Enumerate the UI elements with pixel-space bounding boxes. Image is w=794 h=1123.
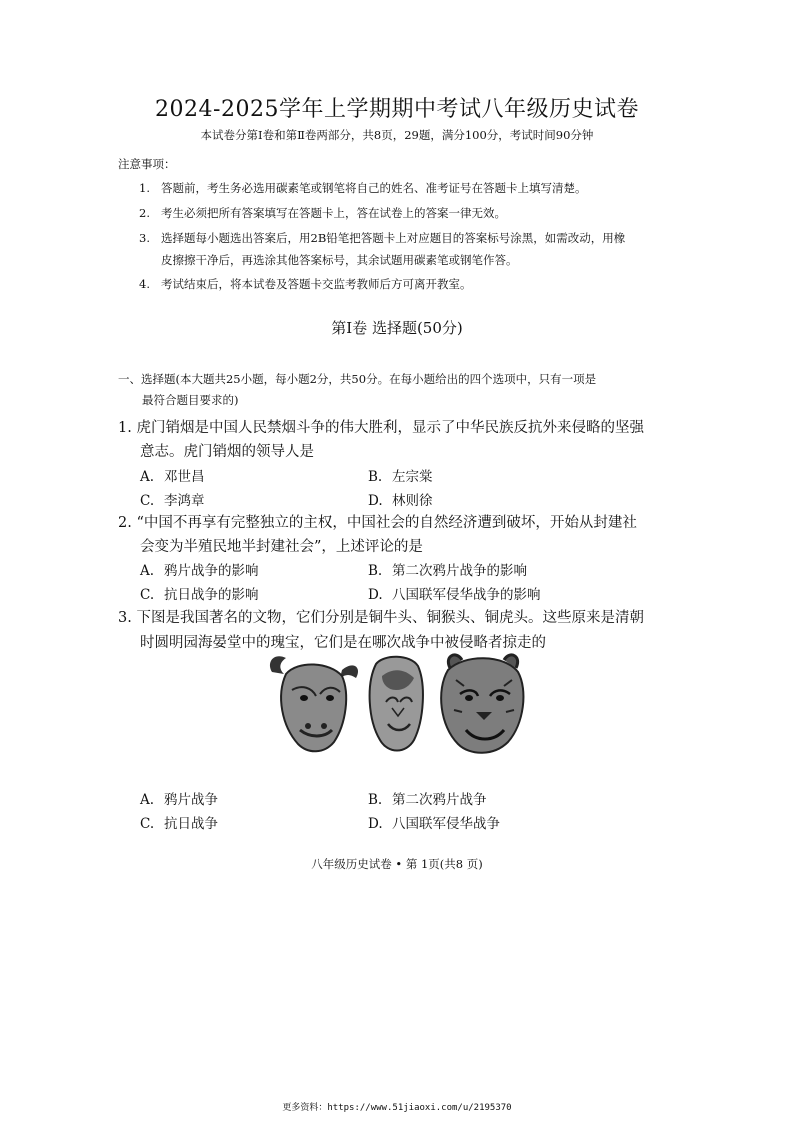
section-instruction-cont: 最符合题目要求的) [142, 393, 239, 407]
ox-head-icon [270, 656, 358, 751]
option-label: D. [368, 587, 383, 603]
option-label: D. [368, 816, 383, 832]
notice-text: 答题前，考生务必选用碳素笔或钢笔将自己的姓名、准考证号在答题卡上填写清楚。 [161, 181, 587, 195]
notice-text: 考试结束后，将本试卷及答题卡交监考教师后方可离开教室。 [161, 277, 472, 291]
option-text: 林则徐 [392, 493, 433, 509]
option-label: A. [140, 563, 155, 579]
option-label: D. [368, 493, 383, 509]
option-label: B. [368, 563, 383, 579]
option-c [140, 812, 218, 832]
option-label: C. [140, 587, 155, 603]
question-text: “中国不再享有完整独立的主权，中国社会的自然经济遭到破坏，开始从封建社 [136, 515, 637, 531]
question-text: 下图是我国著名的文物，它们分别是铜牛头、铜猴头、铜虎头。这些原来是清朝 [136, 610, 644, 626]
option-text: 抗日战争 [164, 816, 218, 832]
exam-title: 2024-2025学年上学期期中考试八年级历史试卷 [155, 97, 639, 122]
option-text: 第二次鸦片战争 [392, 792, 487, 808]
option-text: 鸦片战争 [164, 792, 218, 808]
monkey-head-icon [370, 657, 423, 751]
question-text-cont: 会变为半殖民地半封建社会”，上述评论的是 [140, 539, 423, 555]
notice-num: 1. [139, 181, 150, 195]
notice-num: 4. [139, 277, 150, 291]
option-text: 抗日战争的影响 [164, 587, 259, 603]
notice-item [139, 230, 625, 246]
question-num: 1. [118, 420, 132, 436]
option-label: C. [140, 816, 155, 832]
option-d [368, 812, 500, 832]
question-text: 虎门销烟是中国人民禁烟斗争的伟大胜利，显示了中华民族反抗外来侵略的坚强 [136, 420, 644, 436]
question-2 [118, 511, 637, 532]
option-a [140, 465, 205, 485]
notice-heading: 注意事项： [118, 157, 176, 171]
option-b [368, 559, 527, 579]
option-c [140, 583, 259, 603]
section-title: 第Ⅰ卷 选择题(50分) [331, 319, 463, 337]
option-text: 八国联军侵华战争的影响 [392, 587, 541, 603]
option-d [368, 583, 541, 603]
section-instruction: 一、选择题(本大题共25小题，每小题2分，共50分。在每小题给出的四个选项中，只有一项是 [118, 372, 597, 386]
more-info-link[interactable]: 更多资料：https://www.51jiaoxi.com/u/2195370 [282, 1103, 512, 1113]
page-footer: 八年级历史试卷 • 第 1页(共8 页) [311, 857, 483, 871]
notice-text-cont: 皮擦擦干净后，再选涂其他答案标号，其余试题用碳素笔或钢笔作答。 [161, 253, 518, 267]
option-label: B. [368, 469, 383, 485]
notice-text: 选择题每小题选出答案后，用2B铅笔把答题卡上对应题目的答案标号涂黑，如需改动，用橡 [161, 231, 626, 245]
option-label: A. [140, 469, 155, 485]
option-text: 李鸿章 [164, 493, 205, 509]
option-label: A. [140, 792, 155, 808]
question-text-cont: 时圆明园海晏堂中的瑰宝，它们是在哪次战争中被侵略者掠走的 [140, 635, 546, 651]
option-a [140, 559, 259, 579]
option-text: 鸦片战争的影响 [164, 563, 259, 579]
bronze-heads-image [264, 650, 526, 760]
option-a [140, 788, 218, 808]
tiger-head-icon [441, 655, 523, 753]
option-d [368, 489, 433, 509]
notice-item [139, 205, 506, 221]
option-c [140, 489, 205, 509]
notice-num: 3. [139, 231, 150, 245]
exam-subtitle: 本试卷分第Ⅰ卷和第Ⅱ卷两部分，共8页，29题，满分100分，考试时间90分钟 [200, 128, 594, 142]
question-num: 3. [118, 610, 132, 626]
question-1 [118, 416, 644, 437]
notice-item [139, 180, 587, 196]
option-label: B. [368, 792, 383, 808]
notice-num: 2. [139, 206, 150, 220]
question-text-cont: 意志。虎门销烟的领导人是 [140, 444, 314, 460]
option-text: 左宗棠 [392, 469, 433, 485]
notice-text: 考生必须把所有答案填写在答题卡上，答在试卷上的答案一律无效。 [161, 206, 506, 220]
question-3 [118, 606, 644, 627]
option-text: 第二次鸦片战争的影响 [392, 563, 527, 579]
option-b [368, 465, 433, 485]
option-b [368, 788, 487, 808]
option-text: 八国联军侵华战争 [392, 816, 500, 832]
question-num: 2. [118, 515, 132, 531]
option-label: C. [140, 493, 155, 509]
notice-item [139, 276, 472, 292]
option-text: 邓世昌 [164, 469, 205, 485]
